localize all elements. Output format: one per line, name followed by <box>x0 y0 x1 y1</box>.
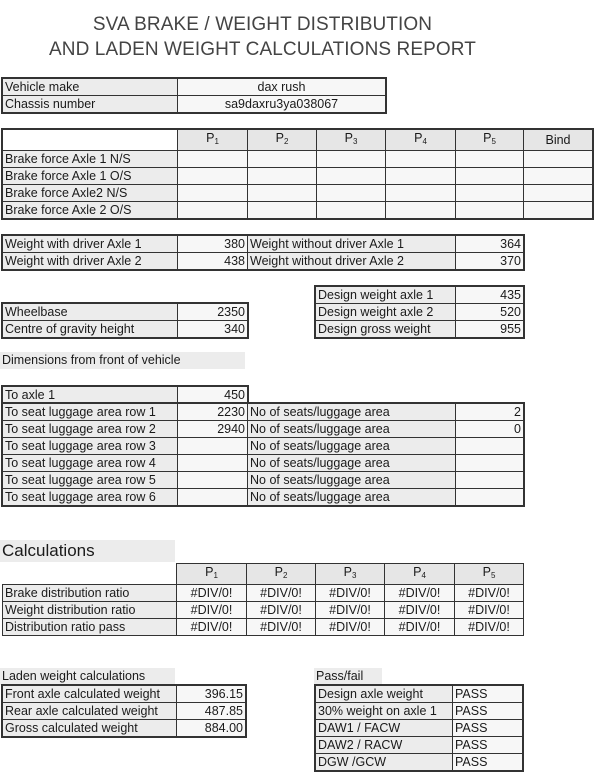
row-label: To seat luggage area row 5 <box>3 472 178 489</box>
result-cell: #DIV/0! <box>177 602 247 619</box>
table-header-row <box>3 130 593 151</box>
status-cell: PASS <box>453 686 523 703</box>
table-row <box>3 185 593 202</box>
value-cell[interactable]: 438 <box>178 253 248 270</box>
row-label: No of seats/luggage area <box>248 455 456 472</box>
status-cell: PASS <box>453 737 523 754</box>
laden-weight-table <box>2 685 246 737</box>
result-cell: #DIV/0! <box>247 619 316 636</box>
data-cell[interactable] <box>317 151 386 168</box>
brake-force-table <box>2 129 593 219</box>
table-row <box>3 236 524 253</box>
row-label: Design weight axle 2 <box>316 304 456 321</box>
data-cell[interactable] <box>524 168 593 185</box>
row-label: No of seats/luggage area <box>248 421 456 438</box>
value-cell[interactable] <box>178 438 248 455</box>
chassis-number-value[interactable]: sa9daxru3ya038067 <box>178 96 386 113</box>
row-label: Design weight axle 1 <box>316 287 456 304</box>
to-axle-label: To axle 1 <box>3 387 178 404</box>
cog-height-label: Centre of gravity height <box>3 321 178 338</box>
table-row <box>3 438 524 455</box>
table-row <box>3 79 386 96</box>
chassis-number-label: Chassis number <box>3 96 178 113</box>
row-label: To seat luggage area row 6 <box>3 489 178 506</box>
result-cell: #DIV/0! <box>385 585 455 602</box>
result-cell: #DIV/0! <box>247 585 316 602</box>
table-row <box>3 472 524 489</box>
value-cell[interactable]: 520 <box>456 304 524 321</box>
table-row <box>3 455 524 472</box>
column-header: $P_1$ <box>177 564 247 585</box>
row-label: Brake force Axle 2 O/S <box>3 202 178 219</box>
status-cell: PASS <box>453 754 523 771</box>
data-cell[interactable] <box>386 151 456 168</box>
table-row <box>3 602 524 619</box>
report-title-line2: AND LADEN WEIGHT CALCULATIONS REPORT <box>49 39 476 60</box>
value-cell[interactable]: 955 <box>456 321 524 338</box>
result-cell: #DIV/0! <box>316 585 385 602</box>
data-cell[interactable] <box>386 168 456 185</box>
data-cell[interactable] <box>456 185 524 202</box>
data-cell[interactable] <box>524 185 593 202</box>
column-header: $P_3$ <box>317 130 386 151</box>
cog-height-value[interactable]: 340 <box>178 321 248 338</box>
row-label: Distribution ratio pass <box>3 619 177 636</box>
table-row <box>316 304 524 321</box>
row-label: 30% weight on axle 1 <box>316 703 453 720</box>
table-header-row <box>3 564 524 585</box>
value-cell[interactable]: 380 <box>178 236 248 253</box>
data-cell[interactable] <box>524 202 593 219</box>
result-cell: #DIV/0! <box>177 585 247 602</box>
row-label: DAW1 / FACW <box>316 720 453 737</box>
row-label: Gross calculated weight <box>3 720 177 737</box>
row-label: No of seats/luggage area <box>248 404 456 421</box>
column-header: $P_4$ <box>385 564 455 585</box>
data-cell[interactable] <box>456 202 524 219</box>
dimensions-heading: Dimensions from front of vehicle <box>0 352 245 369</box>
result-cell: #DIV/0! <box>316 619 385 636</box>
row-label: DGW /GCW <box>316 754 453 771</box>
status-cell: PASS <box>453 703 523 720</box>
result-cell: #DIV/0! <box>455 619 524 636</box>
data-cell[interactable] <box>248 202 317 219</box>
data-cell[interactable] <box>524 151 593 168</box>
value-cell[interactable]: 364 <box>456 236 524 253</box>
row-label: Weight without driver Axle 2 <box>248 253 456 270</box>
value-cell[interactable] <box>178 489 248 506</box>
result-cell: #DIV/0! <box>316 602 385 619</box>
wheelbase-label: Wheelbase <box>3 304 178 321</box>
row-label: No of seats/luggage area <box>248 472 456 489</box>
geometry-table <box>2 303 248 338</box>
result-cell: #DIV/0! <box>455 585 524 602</box>
result-cell: #DIV/0! <box>247 602 316 619</box>
calculations-table <box>2 563 524 636</box>
corner-cell <box>3 130 178 151</box>
row-label: DAW2 / RACW <box>316 737 453 754</box>
row-label: Front axle calculated weight <box>3 686 177 703</box>
row-label: To seat luggage area row 4 <box>3 455 178 472</box>
value-cell: 884.00 <box>177 720 246 737</box>
data-cell[interactable] <box>317 202 386 219</box>
table-row <box>3 253 524 270</box>
column-header: $P_1$ <box>178 130 248 151</box>
data-cell[interactable] <box>456 168 524 185</box>
row-label: To seat luggage area row 3 <box>3 438 178 455</box>
column-header-bind: Bind <box>524 130 593 151</box>
table-row <box>3 387 248 404</box>
data-cell[interactable] <box>317 185 386 202</box>
table-row <box>3 404 524 421</box>
table-row <box>3 321 248 338</box>
data-cell[interactable] <box>248 185 317 202</box>
vehicle-table <box>2 78 386 113</box>
value-cell[interactable]: 2230 <box>178 404 248 421</box>
row-label: No of seats/luggage area <box>248 489 456 506</box>
value-cell[interactable]: 370 <box>456 253 524 270</box>
table-row <box>3 619 524 636</box>
table-row <box>3 720 246 737</box>
table-row <box>316 720 523 737</box>
row-label: No of seats/luggage area <box>248 438 456 455</box>
table-row <box>3 202 593 219</box>
table-row <box>316 754 523 771</box>
data-cell[interactable] <box>248 151 317 168</box>
row-label: Design gross weight <box>316 321 456 338</box>
row-label: Weight with driver Axle 1 <box>3 236 178 253</box>
table-row <box>3 304 248 321</box>
row-label: Brake distribution ratio <box>3 585 177 602</box>
table-row <box>3 686 246 703</box>
table-row <box>316 737 523 754</box>
design-weight-table <box>315 286 524 338</box>
value-cell[interactable] <box>456 438 524 455</box>
to-axle-value[interactable]: 450 <box>178 387 248 404</box>
data-cell[interactable] <box>178 185 248 202</box>
vehicle-make-label: Vehicle make <box>3 79 178 96</box>
column-header: $P_2$ <box>247 564 316 585</box>
value-cell: 396.15 <box>177 686 246 703</box>
value-cell[interactable]: 435 <box>456 287 524 304</box>
row-label: Brake force Axle 1 O/S <box>3 168 178 185</box>
value-cell[interactable] <box>456 455 524 472</box>
table-row <box>3 151 593 168</box>
table-row <box>3 489 524 506</box>
laden-weight-heading: Laden weight calculations <box>0 668 175 685</box>
seat-rows-table <box>2 403 524 506</box>
table-row <box>3 585 524 602</box>
table-row <box>316 686 523 703</box>
status-cell: PASS <box>453 720 523 737</box>
value-cell: 487.85 <box>177 703 246 720</box>
row-label: Weight distribution ratio <box>3 602 177 619</box>
table-row <box>3 703 246 720</box>
vehicle-make-value[interactable]: dax rush <box>178 79 386 96</box>
wheelbase-value[interactable]: 2350 <box>178 304 248 321</box>
result-cell: #DIV/0! <box>385 619 455 636</box>
pass-fail-table <box>315 685 523 771</box>
row-label: Weight without driver Axle 1 <box>248 236 456 253</box>
table-row <box>3 421 524 438</box>
column-header: $P_4$ <box>386 130 456 151</box>
data-cell[interactable] <box>456 151 524 168</box>
value-cell[interactable]: 2940 <box>178 421 248 438</box>
pass-fail-heading: Pass/fail <box>314 668 382 685</box>
row-label: Design axle weight <box>316 686 453 703</box>
value-cell[interactable] <box>178 455 248 472</box>
column-header: $P_3$ <box>316 564 385 585</box>
column-header: $P_2$ <box>248 130 317 151</box>
table-row <box>3 96 386 113</box>
value-cell[interactable]: 0 <box>456 421 524 438</box>
corner-cell <box>3 564 177 585</box>
data-cell[interactable] <box>386 185 456 202</box>
row-label: To seat luggage area row 1 <box>3 404 178 421</box>
value-cell[interactable]: 2 <box>456 404 524 421</box>
result-cell: #DIV/0! <box>177 619 247 636</box>
report-title-line1: SVA BRAKE / WEIGHT DISTRIBUTION <box>92 14 433 35</box>
column-header: $P_5$ <box>455 564 524 585</box>
row-label: To seat luggage area row 2 <box>3 421 178 438</box>
value-cell[interactable] <box>178 472 248 489</box>
table-row <box>316 321 524 338</box>
row-label: Brake force Axle 1 N/S <box>3 151 178 168</box>
data-cell[interactable] <box>317 168 386 185</box>
value-cell[interactable] <box>456 489 524 506</box>
column-header: $P_5$ <box>456 130 524 151</box>
value-cell[interactable] <box>456 472 524 489</box>
weights-table <box>2 235 524 270</box>
row-label: Weight with driver Axle 2 <box>3 253 178 270</box>
table-row <box>316 287 524 304</box>
data-cell[interactable] <box>178 151 248 168</box>
data-cell[interactable] <box>178 168 248 185</box>
table-row <box>316 703 523 720</box>
table-row <box>3 168 593 185</box>
axle-distance-table <box>2 386 248 404</box>
data-cell[interactable] <box>386 202 456 219</box>
row-label: Brake force Axle2 N/S <box>3 185 178 202</box>
result-cell: #DIV/0! <box>385 602 455 619</box>
calculations-heading: Calculations <box>0 540 175 562</box>
data-cell[interactable] <box>178 202 248 219</box>
data-cell[interactable] <box>248 168 317 185</box>
row-label: Rear axle calculated weight <box>3 703 177 720</box>
result-cell: #DIV/0! <box>455 602 524 619</box>
